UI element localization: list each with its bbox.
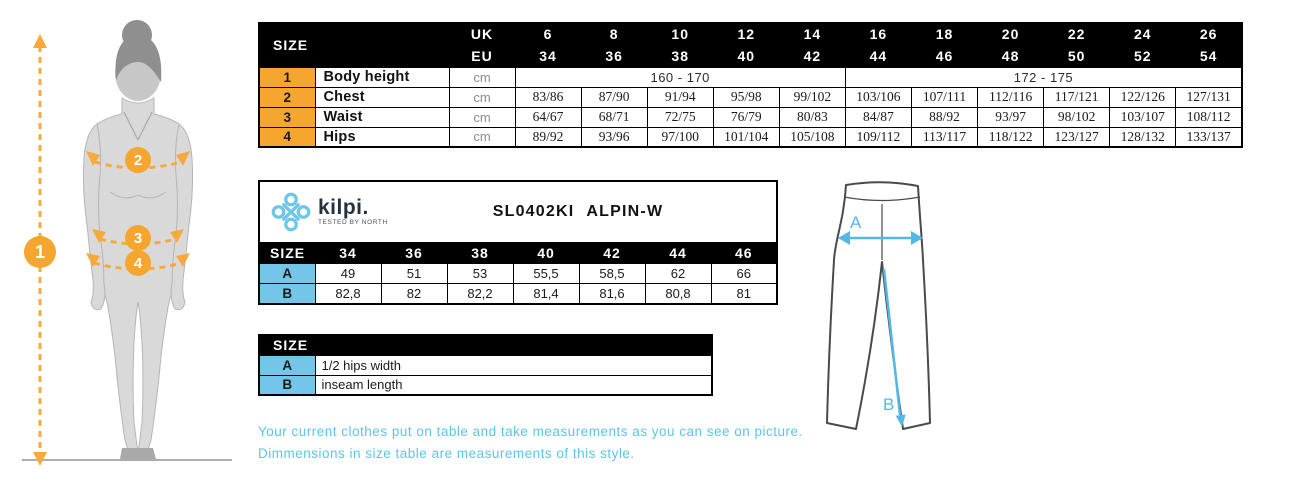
measure-key-cell: B — [259, 284, 315, 304]
row-label-cell: Hips — [315, 127, 449, 147]
product-size-cell: 44 — [645, 243, 711, 264]
value-cell: 112/116 — [978, 87, 1044, 107]
eu-size-cell: 34 — [515, 45, 581, 67]
legend-table-body — [259, 335, 712, 395]
eu-size-cell: 52 — [1110, 45, 1176, 67]
legend-row — [259, 355, 712, 375]
product-size-header-row — [259, 243, 777, 264]
height-range-cell: 172 - 175 — [845, 67, 1242, 87]
value-cell: 98/102 — [1044, 107, 1110, 127]
row-label-cell: Chest — [315, 87, 449, 107]
row-number-cell: 2 — [259, 87, 315, 107]
value-cell: 87/90 — [581, 87, 647, 107]
row-label-cell: Waist — [315, 107, 449, 127]
eu-size-cell: 36 — [581, 45, 647, 67]
eu-size-cell: 42 — [779, 45, 845, 67]
row-number-cell: 4 — [259, 127, 315, 147]
uk-size-cell: 20 — [978, 23, 1044, 45]
svg-text:2: 2 — [133, 152, 143, 169]
pants-outline — [827, 182, 930, 429]
measure-value-cell: 58,5 — [579, 264, 645, 284]
value-cell: 122/126 — [1110, 87, 1176, 107]
legend-desc-cell: inseam length — [315, 375, 712, 395]
eu-size-cell: 38 — [647, 45, 713, 67]
value-cell: 83/86 — [515, 87, 581, 107]
product-title: SL0402KI ALPIN-W — [492, 203, 664, 220]
legend-row — [259, 375, 712, 395]
value-cell: 76/79 — [713, 107, 779, 127]
eu-size-cell: 54 — [1176, 45, 1242, 67]
eu-size-cell: 50 — [1044, 45, 1110, 67]
measure-value-cell: 49 — [315, 264, 381, 284]
value-cell: 107/111 — [911, 87, 977, 107]
measurement-row — [259, 107, 1242, 127]
value-cell: 128/132 — [1110, 127, 1176, 147]
value-cell: 88/92 — [911, 107, 977, 127]
measure-value-cell: 82 — [381, 284, 447, 304]
eu-size-cell: 46 — [911, 45, 977, 67]
value-cell: 133/137 — [1176, 127, 1242, 147]
product-size-table-body — [259, 243, 777, 304]
badge-1 — [24, 236, 56, 268]
size-header-label: SIZE — [259, 23, 449, 67]
value-cell: 93/96 — [581, 127, 647, 147]
legend-desc-cell: 1/2 hips width — [315, 355, 712, 375]
body-measurement-figure — [10, 12, 240, 472]
uk-label: UK — [449, 23, 515, 45]
measure-value-cell: 82,8 — [315, 284, 381, 304]
value-cell: 80/83 — [779, 107, 845, 127]
value-cell: 89/92 — [515, 127, 581, 147]
product-size-cell: 38 — [447, 243, 513, 264]
eu-size-cell: 48 — [978, 45, 1044, 67]
product-size-table — [258, 180, 778, 305]
value-cell: 123/127 — [1044, 127, 1110, 147]
uk-size-cell: 22 — [1044, 23, 1110, 45]
product-size-cell: 34 — [315, 243, 381, 264]
product-size-cell: 42 — [579, 243, 645, 264]
value-cell: 101/104 — [713, 127, 779, 147]
measurement-row — [259, 67, 1242, 87]
badge-2 — [125, 147, 151, 173]
row-number-cell: 1 — [259, 67, 315, 87]
unit-cell: cm — [449, 67, 515, 87]
main-size-table-body — [259, 23, 1242, 147]
measure-value-cell: 82,2 — [447, 284, 513, 304]
svg-text:4: 4 — [133, 255, 143, 272]
product-size-cell: 40 — [513, 243, 579, 264]
measure-value-cell: 80,8 — [645, 284, 711, 304]
uk-size-cell: 10 — [647, 23, 713, 45]
measure-value-cell: 81 — [711, 284, 777, 304]
note-line-2: Dimmensions in size table are measurements of this style. — [258, 446, 635, 461]
unit-cell: cm — [449, 127, 515, 147]
value-cell: 97/100 — [647, 127, 713, 147]
legend-key-cell: B — [259, 375, 315, 395]
value-cell: 64/67 — [515, 107, 581, 127]
product-size-label: SIZE — [259, 243, 315, 264]
uk-size-cell: 18 — [911, 23, 977, 45]
measure-value-cell: 81,6 — [579, 284, 645, 304]
product-size-cell: 46 — [711, 243, 777, 264]
height-range-cell: 160 - 170 — [515, 67, 845, 87]
measure-value-cell: 81,4 — [513, 284, 579, 304]
measurement-notes — [258, 421, 803, 465]
kilpi-knot-icon — [270, 191, 312, 233]
value-cell: 103/106 — [845, 87, 911, 107]
brand-header-cell — [259, 181, 777, 243]
value-cell: 113/117 — [911, 127, 977, 147]
legend-size-label: SIZE — [259, 335, 712, 355]
value-cell: 93/97 — [978, 107, 1044, 127]
product-measure-row — [259, 284, 777, 304]
measure-value-cell: 62 — [645, 264, 711, 284]
badge-4 — [125, 250, 151, 276]
value-cell: 118/122 — [978, 127, 1044, 147]
label-b: B — [883, 395, 895, 414]
row-number-cell: 3 — [259, 107, 315, 127]
product-measure-row — [259, 264, 777, 284]
value-cell: 72/75 — [647, 107, 713, 127]
value-cell: 127/131 — [1176, 87, 1242, 107]
eu-size-cell: 40 — [713, 45, 779, 67]
measure-key-cell: A — [259, 264, 315, 284]
eu-size-cell: 44 — [845, 45, 911, 67]
value-cell: 108/112 — [1176, 107, 1242, 127]
legend-key-cell: A — [259, 355, 315, 375]
uk-size-cell: 14 — [779, 23, 845, 45]
brand-tagline: TESTED BY NORTH — [318, 219, 388, 227]
uk-size-cell: 12 — [713, 23, 779, 45]
value-cell: 109/112 — [845, 127, 911, 147]
value-cell: 99/102 — [779, 87, 845, 107]
uk-size-cell: 6 — [515, 23, 581, 45]
note-line-1: Your current clothes put on table and take measurements as you can see on picture. — [258, 424, 803, 439]
svg-text:1: 1 — [34, 242, 46, 262]
measurement-row — [259, 127, 1242, 147]
value-cell: 117/121 — [1044, 87, 1110, 107]
unit-cell: cm — [449, 87, 515, 107]
pants-diagram — [795, 165, 970, 445]
kilpi-logo — [260, 191, 388, 233]
measure-value-cell: 51 — [381, 264, 447, 284]
value-cell: 68/71 — [581, 107, 647, 127]
row-label-cell: Body height — [315, 67, 449, 87]
value-cell: 95/98 — [713, 87, 779, 107]
main-size-table — [258, 22, 1243, 148]
uk-size-cell: 16 — [845, 23, 911, 45]
unit-cell: cm — [449, 107, 515, 127]
legend-header-row — [259, 335, 712, 355]
uk-size-cell: 24 — [1110, 23, 1176, 45]
svg-text:3: 3 — [133, 230, 143, 247]
value-cell: 103/107 — [1110, 107, 1176, 127]
measure-value-cell: 66 — [711, 264, 777, 284]
eu-label: EU — [449, 45, 515, 67]
measure-value-cell: 53 — [447, 264, 513, 284]
measurement-row — [259, 87, 1242, 107]
value-cell: 91/94 — [647, 87, 713, 107]
value-cell: 105/108 — [779, 127, 845, 147]
brand-name: kilpi. — [318, 196, 369, 220]
legend-table — [258, 334, 713, 396]
badge-3 — [125, 225, 151, 251]
measure-value-cell: 55,5 — [513, 264, 579, 284]
label-a: A — [850, 213, 862, 232]
uk-size-cell: 8 — [581, 23, 647, 45]
uk-size-cell: 26 — [1176, 23, 1242, 45]
main-header-uk-row — [259, 23, 1242, 45]
value-cell: 84/87 — [845, 107, 911, 127]
product-size-cell: 36 — [381, 243, 447, 264]
